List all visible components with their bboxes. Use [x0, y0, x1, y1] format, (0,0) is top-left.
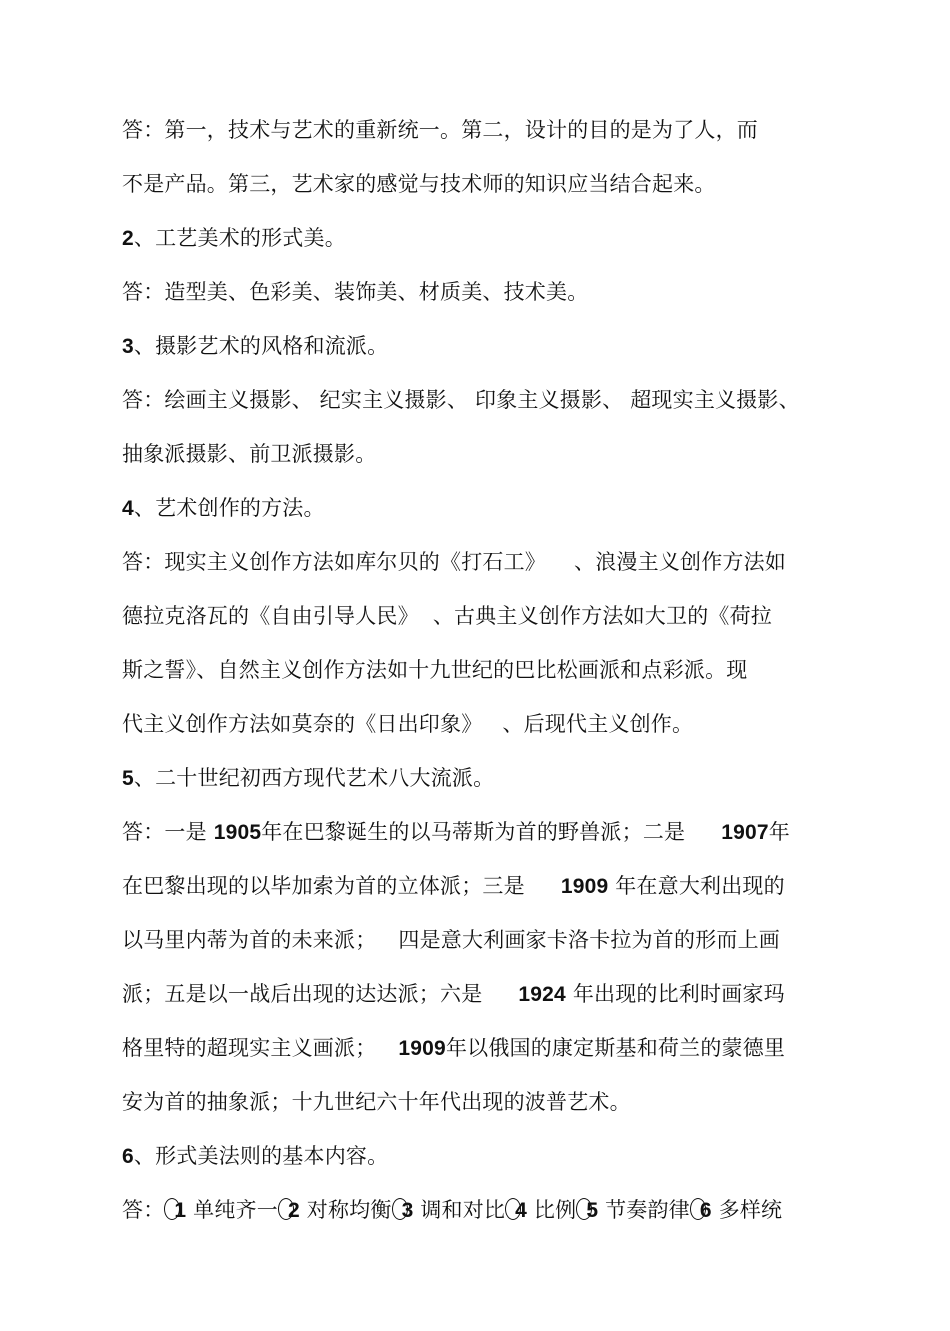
- item-number: 1: [174, 1199, 187, 1222]
- year: 1905: [213, 821, 262, 844]
- text: 年以俄国的康定斯基和荷兰的蒙德里: [445, 1036, 786, 1060]
- year: 1924: [518, 983, 566, 1006]
- question-number: 2: [122, 227, 134, 250]
- text: 年出现的比利时画家玛: [565, 982, 785, 1006]
- question-6: [122, 1141, 852, 1172]
- text: 年在巴黎诞生的以马蒂斯为首的野兽派；二是: [261, 820, 686, 844]
- answer-5-line-2: [122, 871, 852, 902]
- text: 代主义创作方法如莫奈的《日出印象》: [122, 712, 483, 736]
- question-3: [122, 331, 852, 362]
- answer-5-line-3: [122, 925, 852, 955]
- text: 以马里内蒂为首的未来派；: [122, 928, 377, 952]
- question-2: [122, 223, 852, 254]
- text: 对称均衡: [299, 1198, 392, 1222]
- answer-1-line-2: [122, 169, 852, 199]
- text: 在巴黎出现的以毕加索为首的立体派；三是: [122, 874, 525, 898]
- text: 抽象派摄影、前卫派摄影。: [122, 442, 377, 466]
- item-number: 2: [287, 1199, 300, 1222]
- text: 四是意大利画家卡洛卡拉为首的形而上画: [398, 928, 781, 952]
- text: 比例: [527, 1198, 577, 1222]
- question-text: 、艺术创作的方法。: [133, 496, 325, 520]
- text: 答：第一，技术与艺术的重新统一。第二，设计的目的是为了人，而: [122, 118, 758, 142]
- answer-2: [122, 277, 852, 307]
- year: 1909: [398, 1037, 446, 1060]
- question-5: [122, 763, 852, 794]
- text: 派；五是以一战后出现的达达派；六是: [122, 982, 483, 1006]
- text: 安为首的抽象派；十九世纪六十年代出现的波普艺术。: [122, 1090, 631, 1114]
- answer-4-line-4: [122, 709, 852, 739]
- item-number: 5: [586, 1199, 599, 1222]
- question-number: 4: [122, 497, 134, 520]
- answer-1-line-1: [122, 115, 852, 145]
- text: 答：造型美、色彩美、装饰美、材质美、技术美。: [122, 280, 589, 304]
- text: 多样统: [711, 1198, 783, 1222]
- answer-6-line-1: [122, 1195, 852, 1226]
- question-number: 5: [122, 767, 134, 790]
- answer-4-line-3: [122, 655, 852, 685]
- question-text: 、摄影艺术的风格和流派。: [133, 334, 389, 358]
- answer-5-line-1: [122, 817, 852, 848]
- answer-4-line-1: [122, 547, 852, 577]
- text: 答：现实主义创作方法如库尔贝的《打石工》: [122, 550, 546, 574]
- year: 1907: [721, 821, 769, 844]
- question-number: 6: [122, 1145, 134, 1168]
- question-text: 、形式美法则的基本内容。: [133, 1144, 389, 1168]
- text: 调和对比: [413, 1198, 506, 1222]
- text: 答：一是: [122, 820, 214, 844]
- question-number: 3: [122, 335, 134, 358]
- text: 德拉克洛瓦的《自由引导人民》: [122, 604, 419, 628]
- text: 节奏韵律: [598, 1198, 690, 1222]
- text: 答：: [122, 1198, 165, 1222]
- text: 答：绘画主义摄影、 纪实主义摄影、 印象主义摄影、 超现实主义摄影、: [122, 388, 800, 412]
- item-number: 6: [699, 1199, 712, 1222]
- answer-5-line-6: [122, 1087, 852, 1117]
- text: 、古典主义创作方法如大卫的《荷拉: [432, 604, 773, 628]
- year: 1909: [560, 875, 609, 898]
- text: 格里特的超现实主义画派；: [122, 1036, 377, 1060]
- answer-3-line-1: [122, 385, 852, 415]
- question-text: 、二十世纪初西方现代艺术八大流派。: [133, 766, 495, 790]
- text: 年在意大利出现的: [608, 874, 785, 898]
- question-4: [122, 493, 852, 524]
- text: 年: [768, 820, 790, 844]
- item-number: 4: [515, 1199, 528, 1222]
- question-text: 、工艺美术的形式美。: [133, 226, 346, 250]
- item-number: 3: [401, 1199, 414, 1222]
- text: 、浪漫主义创作方法如: [574, 550, 786, 574]
- answer-5-line-4: [122, 979, 852, 1010]
- text: 不是产品。第三，艺术家的感觉与技术师的知识应当结合起来。: [122, 172, 716, 196]
- text: 单纯齐一: [186, 1198, 278, 1222]
- text: 斯之誓》、自然主义创作方法如十九世纪的巴比松画派和点彩派。现: [122, 658, 748, 682]
- answer-3-line-2: [122, 439, 852, 469]
- text: 、后现代主义创作。: [502, 712, 694, 736]
- answer-5-line-5: [122, 1033, 852, 1064]
- answer-4-line-2: [122, 601, 852, 631]
